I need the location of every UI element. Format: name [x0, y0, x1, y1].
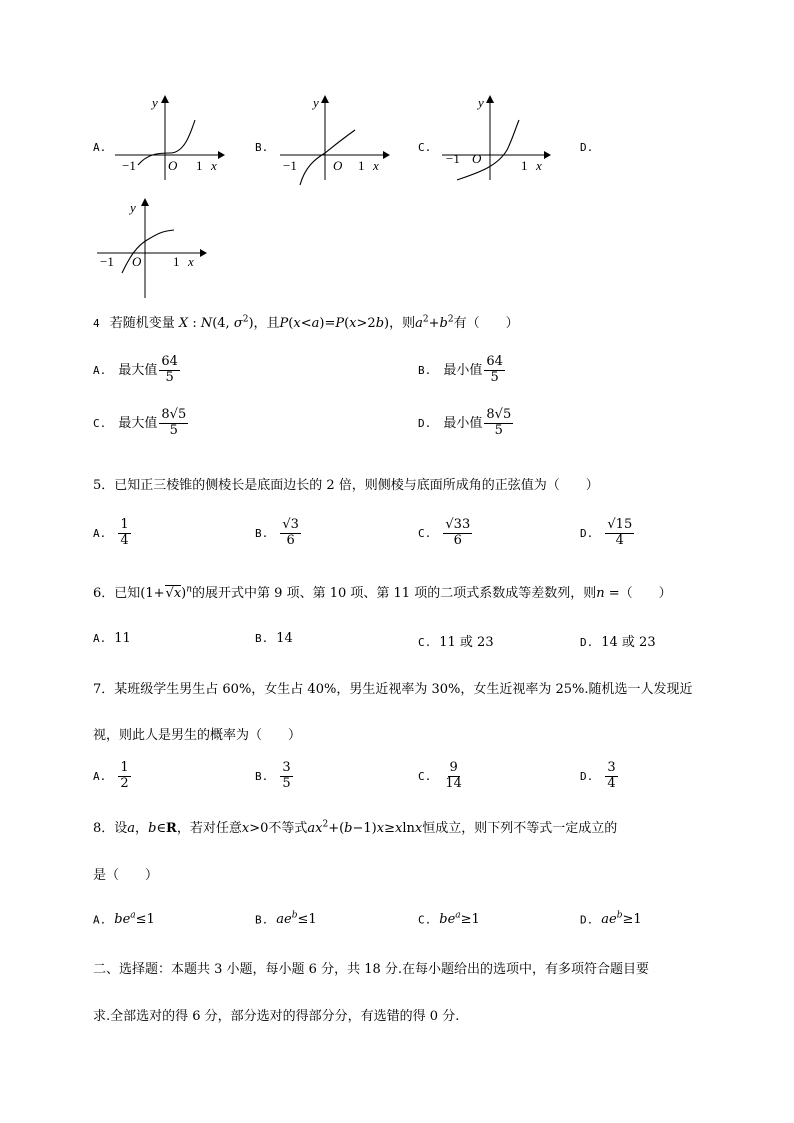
svg-text:1: 1	[173, 254, 180, 269]
q4-stem-c: ，则	[389, 316, 416, 331]
svg-text:O: O	[472, 151, 482, 166]
q6-option-d: D. 14 或 23	[580, 635, 656, 650]
svg-text:x: x	[188, 254, 194, 269]
q4-equality: P(x<a)=P(x>2b)	[279, 316, 390, 331]
svg-text:y: y	[130, 200, 136, 215]
q4-option-a: A. 最大值 $\frac{64}{5}$	[93, 354, 178, 385]
q5-option-d: D. $\frac{√15}{4}$	[580, 517, 633, 548]
graph-option-b	[275, 95, 390, 185]
question-7-line1: 7．某班级学生男生占 60%，女生占 40%，男生近视率为 30%，女生近视率为 25%.随机选一人发现近	[93, 682, 693, 697]
svg-text:1: 1	[521, 158, 528, 173]
q6-variable: n	[596, 586, 605, 601]
svg-text:x: x	[536, 158, 542, 173]
q6-tail: （ ）	[619, 586, 672, 601]
q8-option-b: B. $ae^b\le 1$	[255, 911, 317, 928]
x-axis-arrow	[218, 151, 225, 159]
q7-option-c: C. $\frac{9}{14}$	[418, 760, 462, 791]
option-d-letter: D.	[580, 141, 594, 154]
q4-number: 4	[93, 317, 100, 330]
question-6: 6．已知$(1+√x)^n$的展开式中第 9 项、第 10 项、第 11 项的二项式系数成等差数列，则n =（ ）	[93, 584, 672, 601]
svg-text:O: O	[132, 254, 142, 269]
q4-option-b: B. 最小值 $\frac{64}{5}$	[418, 354, 503, 385]
q5-option-c: C. $\frac{√33}{6}$	[418, 517, 471, 548]
svg-text:y: y	[478, 95, 484, 110]
svg-text:−1: −1	[283, 158, 297, 173]
question-5: 5．已知正三棱锥的侧棱长是底面边长的 2 倍，则侧棱与底面所成角的正弦值为（ ）	[93, 478, 599, 493]
q5-option-a: A. $\frac{1}{4}$	[93, 517, 129, 548]
q7-option-b: B. $\frac{3}{5}$	[255, 760, 291, 791]
graph-option-c	[432, 95, 552, 185]
q4-option-d: D. 最小值 $\frac{8√5}{5}$	[418, 407, 512, 438]
q8-option-c: C. $be^a\ge 1$	[418, 911, 480, 928]
x-label: x	[211, 158, 217, 173]
q8-option-a: A. $be^a\le 1$	[93, 911, 155, 928]
q4-stem-a: 若随机变量	[109, 316, 175, 331]
section-2-line1: 二、选择题：本题共 3 小题，每小题 6 分，共 18 分.在每小题给出的选项中，有多项符合题目要	[93, 962, 650, 977]
q7-option-d: D. $\frac{3}{4}$	[580, 760, 616, 791]
y-axis-arrow	[161, 95, 169, 103]
graph-option-d	[92, 198, 207, 300]
q6-pre: 6．已知	[93, 586, 141, 601]
q6-binomial: $(1+√x)^n$	[140, 584, 193, 601]
option-b-letter: B.	[255, 141, 269, 154]
q7-option-a: A. $\frac{1}{2}$	[93, 760, 129, 791]
option-a-letter: A.	[93, 141, 107, 154]
svg-text:−1: −1	[100, 254, 114, 269]
q8-option-d: D. $ae^b\ge 1$	[580, 911, 642, 928]
origin-label: O	[168, 158, 178, 173]
q4-expression: $a^2+b^2$	[415, 314, 454, 331]
q4-distribution: X : N(4, $\sigma^2$)	[178, 314, 254, 331]
one-label: 1	[196, 158, 203, 173]
option-c-letter: C.	[418, 141, 432, 154]
q6-post: 的展开式中第 9 项、第 10 项、第 11 项的二项式系数成等差数列，则	[192, 586, 597, 601]
q6-option-c: C. 11 或 23	[418, 635, 494, 650]
q4-stem-b: ，且	[253, 316, 280, 331]
svg-text:y: y	[313, 95, 319, 110]
y-label: y	[152, 95, 158, 110]
q6-option-a: A. 11	[93, 631, 131, 646]
graph-option-a	[110, 95, 225, 185]
q4-option-c: C. 最大值 $\frac{8√5}{5}$	[93, 407, 187, 438]
neg-one-label: −1	[122, 158, 136, 173]
q5-option-b: B. $\frac{√3}{6}$	[255, 517, 299, 548]
svg-text:1: 1	[358, 158, 365, 173]
question-4	[93, 312, 519, 331]
q6-option-b: B. 14	[255, 631, 293, 646]
section-2-line2: 求.全部选对的得 6 分，部分选对的得部分分，有选错的得 0 分.	[93, 1009, 460, 1024]
svg-text:x: x	[373, 158, 379, 173]
question-8-line2: 是（ ）	[93, 868, 159, 883]
curve	[138, 120, 195, 165]
question-8-line1: 8．设a，b∈R，若对任意x>0不等式$ax^2+(b-1)x\ge xlnx$恒成立，则下列不等式一定成立的	[93, 819, 618, 836]
q4-stem-d: 有（ ）	[453, 316, 519, 331]
svg-text:O: O	[333, 158, 343, 173]
question-7-line2: 视，则此人是男生的概率为（ ）	[93, 728, 302, 743]
svg-text:−1: −1	[446, 151, 460, 166]
